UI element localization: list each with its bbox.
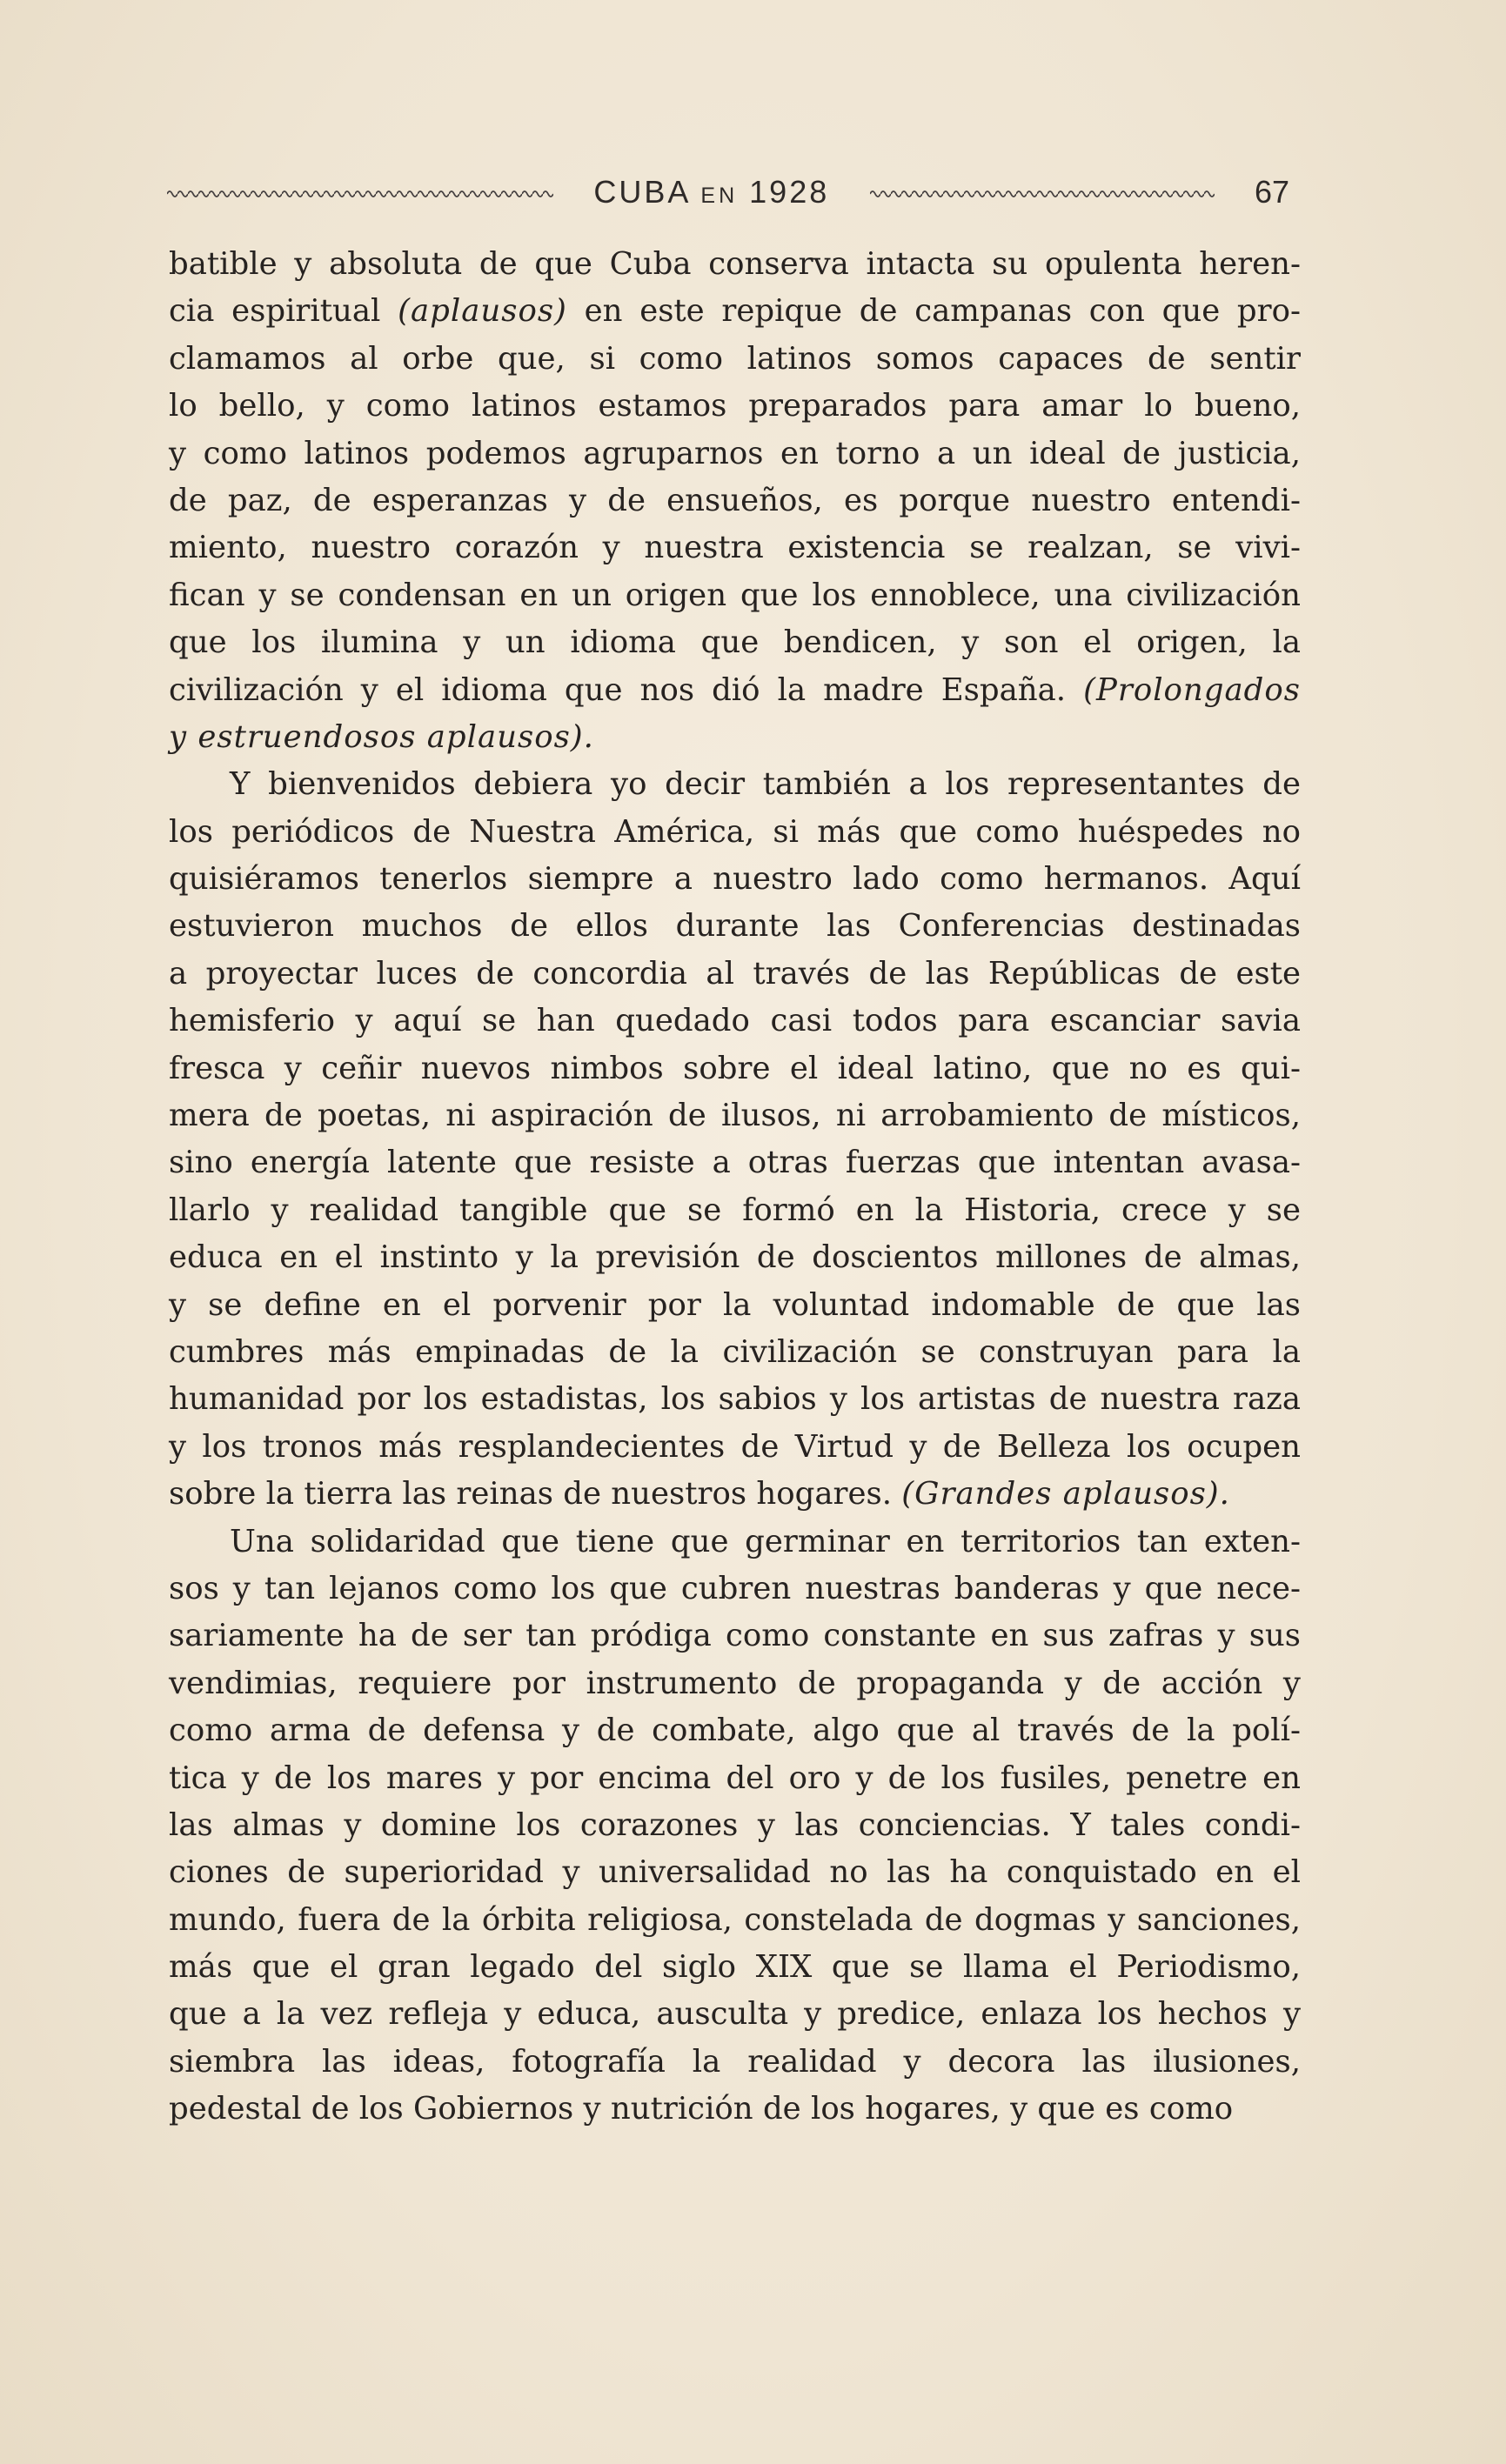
text-segment: Una solidaridad que tiene que germinar en territorios tan exten-	[230, 1523, 1301, 1559]
text-segment: hemisferio y aquí se han quedado casi todos para escanciar savia	[169, 1003, 1301, 1039]
text-line	[169, 1707, 1301, 1754]
text-segment: quisiéramos tenerlos siempre a nuestro lado como hermanos. Aquí	[169, 861, 1301, 898]
text-line	[169, 619, 1301, 666]
italic-annotation: (aplausos)	[398, 293, 567, 330]
text-line	[169, 431, 1301, 477]
text-line	[169, 1897, 1301, 1944]
italic-annotation: (Prolongados	[1083, 671, 1301, 708]
running-head-connector: EN	[700, 184, 739, 208]
text-line	[169, 998, 1301, 1045]
text-segment: lo bello, y como latinos estamos preparados para amar lo bueno,	[169, 388, 1301, 424]
italic-annotation: (Grandes aplausos).	[901, 1476, 1230, 1512]
text-line	[169, 1376, 1301, 1423]
decorative-wavy-rule-right	[870, 186, 1215, 198]
text-segment: sos y tan lejanos como los que cubren nuestras banderas y que nece-	[169, 1570, 1301, 1606]
text-segment: educa en el instinto y la previsión de doscientos millones de almas,	[169, 1239, 1301, 1276]
body-text	[169, 241, 1301, 2133]
text-line	[169, 856, 1301, 903]
running-head	[167, 170, 1289, 214]
running-head-word: CUBA	[593, 174, 690, 210]
text-line	[169, 383, 1301, 430]
text-segment: tica y de los mares y por encima del oro y de los fusiles, penetre en	[169, 1760, 1301, 1796]
text-segment: más que el gran legado del siglo XIX que se llama el Periodismo,	[169, 1949, 1301, 1986]
text-line	[169, 1944, 1301, 1991]
text-line	[169, 951, 1301, 998]
text-segment: mundo, fuera de la órbita religiosa, constelada de dogmas y sanciones,	[169, 1901, 1301, 1938]
text-line	[169, 336, 1301, 383]
text-segment: ciones de superioridad y universalidad no las ha conquistado en el	[169, 1854, 1301, 1891]
text-segment: mera de poetas, ni aspiración de ilusos, ni arrobamiento de místicos,	[169, 1098, 1301, 1134]
text-segment: vendimias, requiere por instrumento de propaganda y de acción y	[169, 1665, 1301, 1701]
running-head-year: 1928	[749, 174, 830, 210]
text-segment: clamamos al orbe que, si como latinos somos capaces de sentir	[169, 340, 1301, 377]
text-segment: fresca y ceñir nuevos nimbos sobre el ideal latino, que no es qui-	[169, 1050, 1301, 1086]
text-segment: a proyectar luces de concordia al través de las Repúblicas de este	[169, 955, 1301, 992]
text-line	[169, 1660, 1301, 1707]
decorative-wavy-rule-left	[167, 186, 553, 198]
text-line	[169, 1045, 1301, 1092]
text-segment: siembra las ideas, fotografía la realidad y decora las ilusiones,	[169, 2043, 1301, 2080]
text-line	[169, 1139, 1301, 1186]
text-segment: cia espiritual	[169, 293, 398, 330]
text-segment: los periódicos de Nuestra América, si más que como huéspedes no	[169, 813, 1301, 850]
text-segment: batible y absoluta de que Cuba conserva intacta su opulenta heren-	[169, 246, 1301, 282]
running-head-title	[593, 174, 829, 210]
text-line	[169, 572, 1301, 619]
text-line	[169, 1092, 1301, 1139]
text-segment: las almas y domine los corazones y las conciencias. Y tales condi-	[169, 1806, 1301, 1843]
text-segment: miento, nuestro corazón y nuestra existencia se realzan, se vivi-	[169, 530, 1301, 566]
text-line	[169, 1187, 1301, 1234]
text-segment: fican y se condensan en un origen que los ennoblece, una civilización	[169, 577, 1301, 613]
text-line	[169, 1329, 1301, 1376]
text-segment: sariamente ha de ser tan pródiga como constante en sus zafras y sus	[169, 1618, 1301, 1654]
text-segment: como arma de defensa y de combate, algo que al través de la polí-	[169, 1713, 1301, 1749]
text-line	[169, 288, 1301, 335]
text-segment: de paz, de esperanzas y de ensueños, es porque nuestro entendi-	[169, 482, 1301, 518]
text-line	[169, 714, 1301, 761]
text-line	[169, 1282, 1301, 1329]
text-segment: que los ilumina y un idioma que bendicen, y son el origen, la	[169, 624, 1301, 661]
text-segment: y los tronos más resplandecientes de Virtud y de Belleza los ocupen	[169, 1428, 1301, 1465]
text-segment: que a la vez refleja y educa, ausculta y predice, enlaza los hechos y	[169, 1996, 1301, 2033]
text-line	[169, 1519, 1301, 1566]
text-segment: sobre la tierra las reinas de nuestros hogares.	[169, 1476, 902, 1512]
text-line	[169, 1802, 1301, 1849]
text-segment: civilización y el idioma que nos dió la madre España.	[169, 671, 1084, 708]
text-line	[169, 667, 1301, 714]
text-line	[169, 1471, 1301, 1518]
text-segment: en este repique de campanas con que pro-	[566, 293, 1301, 330]
text-line	[169, 1755, 1301, 1802]
text-line	[169, 809, 1301, 856]
text-line	[169, 1234, 1301, 1281]
text-line	[169, 1991, 1301, 2038]
text-line	[169, 761, 1301, 808]
text-segment: pedestal de los Gobiernos y nutrición de los hogares, y que es como	[169, 2091, 1234, 2127]
text-line	[169, 1424, 1301, 1471]
text-segment: llarlo y realidad tangible que se formó en la Historia, crece y se	[169, 1192, 1301, 1228]
text-line	[169, 477, 1301, 524]
text-line	[169, 1566, 1301, 1613]
text-segment: y como latinos podemos agruparnos en torno a un ideal de justicia,	[169, 435, 1301, 471]
text-line	[169, 241, 1301, 288]
text-line	[169, 1849, 1301, 1896]
text-segment: y se define en el porvenir por la voluntad indomable de que las	[169, 1286, 1301, 1323]
text-segment: humanidad por los estadistas, los sabios y los artistas de nuestra raza	[169, 1381, 1301, 1418]
text-segment: Y bienvenidos debiera yo decir también a los representantes de	[230, 766, 1301, 803]
italic-annotation: y estruendosos aplausos).	[169, 718, 594, 755]
text-line	[169, 903, 1301, 950]
text-line	[169, 524, 1301, 571]
text-line	[169, 1613, 1301, 1659]
text-segment: cumbres más empinadas de la civilización se construyan para la	[169, 1333, 1301, 1370]
text-segment: sino energía latente que resiste a otras fuerzas que intentan avasa-	[169, 1145, 1301, 1181]
page-number: 67	[1254, 174, 1289, 210]
text-line	[169, 2086, 1301, 2133]
text-line	[169, 2039, 1301, 2086]
text-segment: estuvieron muchos de ellos durante las Conferencias destinadas	[169, 908, 1301, 945]
